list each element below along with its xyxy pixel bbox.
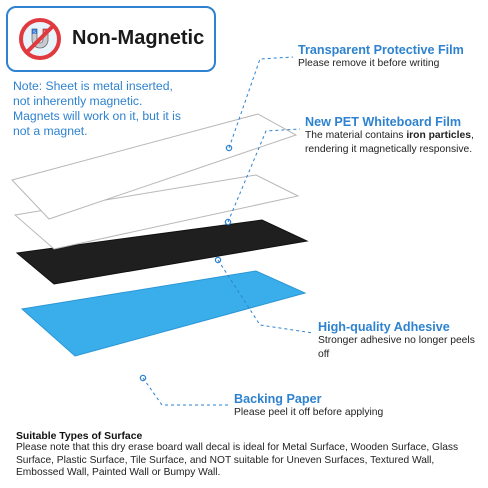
magnet-south-label: S: [32, 29, 37, 35]
backing-paper-desc: Please peel it off before applying: [234, 407, 384, 418]
suitable-surfaces-title: Suitable Types of Surface: [16, 431, 143, 442]
backing-paper-layer: [22, 271, 305, 356]
adhesive-title: High-quality Adhesive: [318, 320, 450, 334]
protective-film-desc: Please remove it before writing: [298, 58, 440, 69]
whiteboard-film-desc: The material contains iron particles, rendering it magnetically responsive.: [305, 130, 474, 155]
badge-title: Non-Magnetic: [72, 27, 205, 49]
backing-paper-label: [234, 392, 394, 420]
iron-particles-text: iron particles: [406, 130, 471, 141]
backing-paper-leader: [143, 378, 229, 405]
magnet-note: Note: Sheet is metal inserted, not inherently magnetic. Magnets will work on it, but it is not a magnet.: [13, 79, 181, 138]
suitable-surfaces-section: [16, 431, 478, 480]
protective-film-title: Transparent Protective Film: [298, 43, 464, 57]
whiteboard-film-title: New PET Whiteboard Film: [305, 115, 462, 129]
adhesive-label: [318, 320, 478, 362]
backing-paper-title: Backing Paper: [234, 392, 322, 406]
whiteboard-film-label: [305, 115, 488, 157]
suitable-surfaces-text: Please note that this dry erase board wall decal is ideal for Metal Surface, Wooden Surface, Glass Surface, Plastic Surface, Tile Surface, and NOT suitable for Uneven Surfaces, Textured Wall, Embossed Wall, Painted Wall or Bumpy Wall.: [16, 442, 459, 479]
protective-film-label: [298, 43, 464, 71]
adhesive-desc: Stronger adhesive no longer peels off: [318, 335, 475, 360]
